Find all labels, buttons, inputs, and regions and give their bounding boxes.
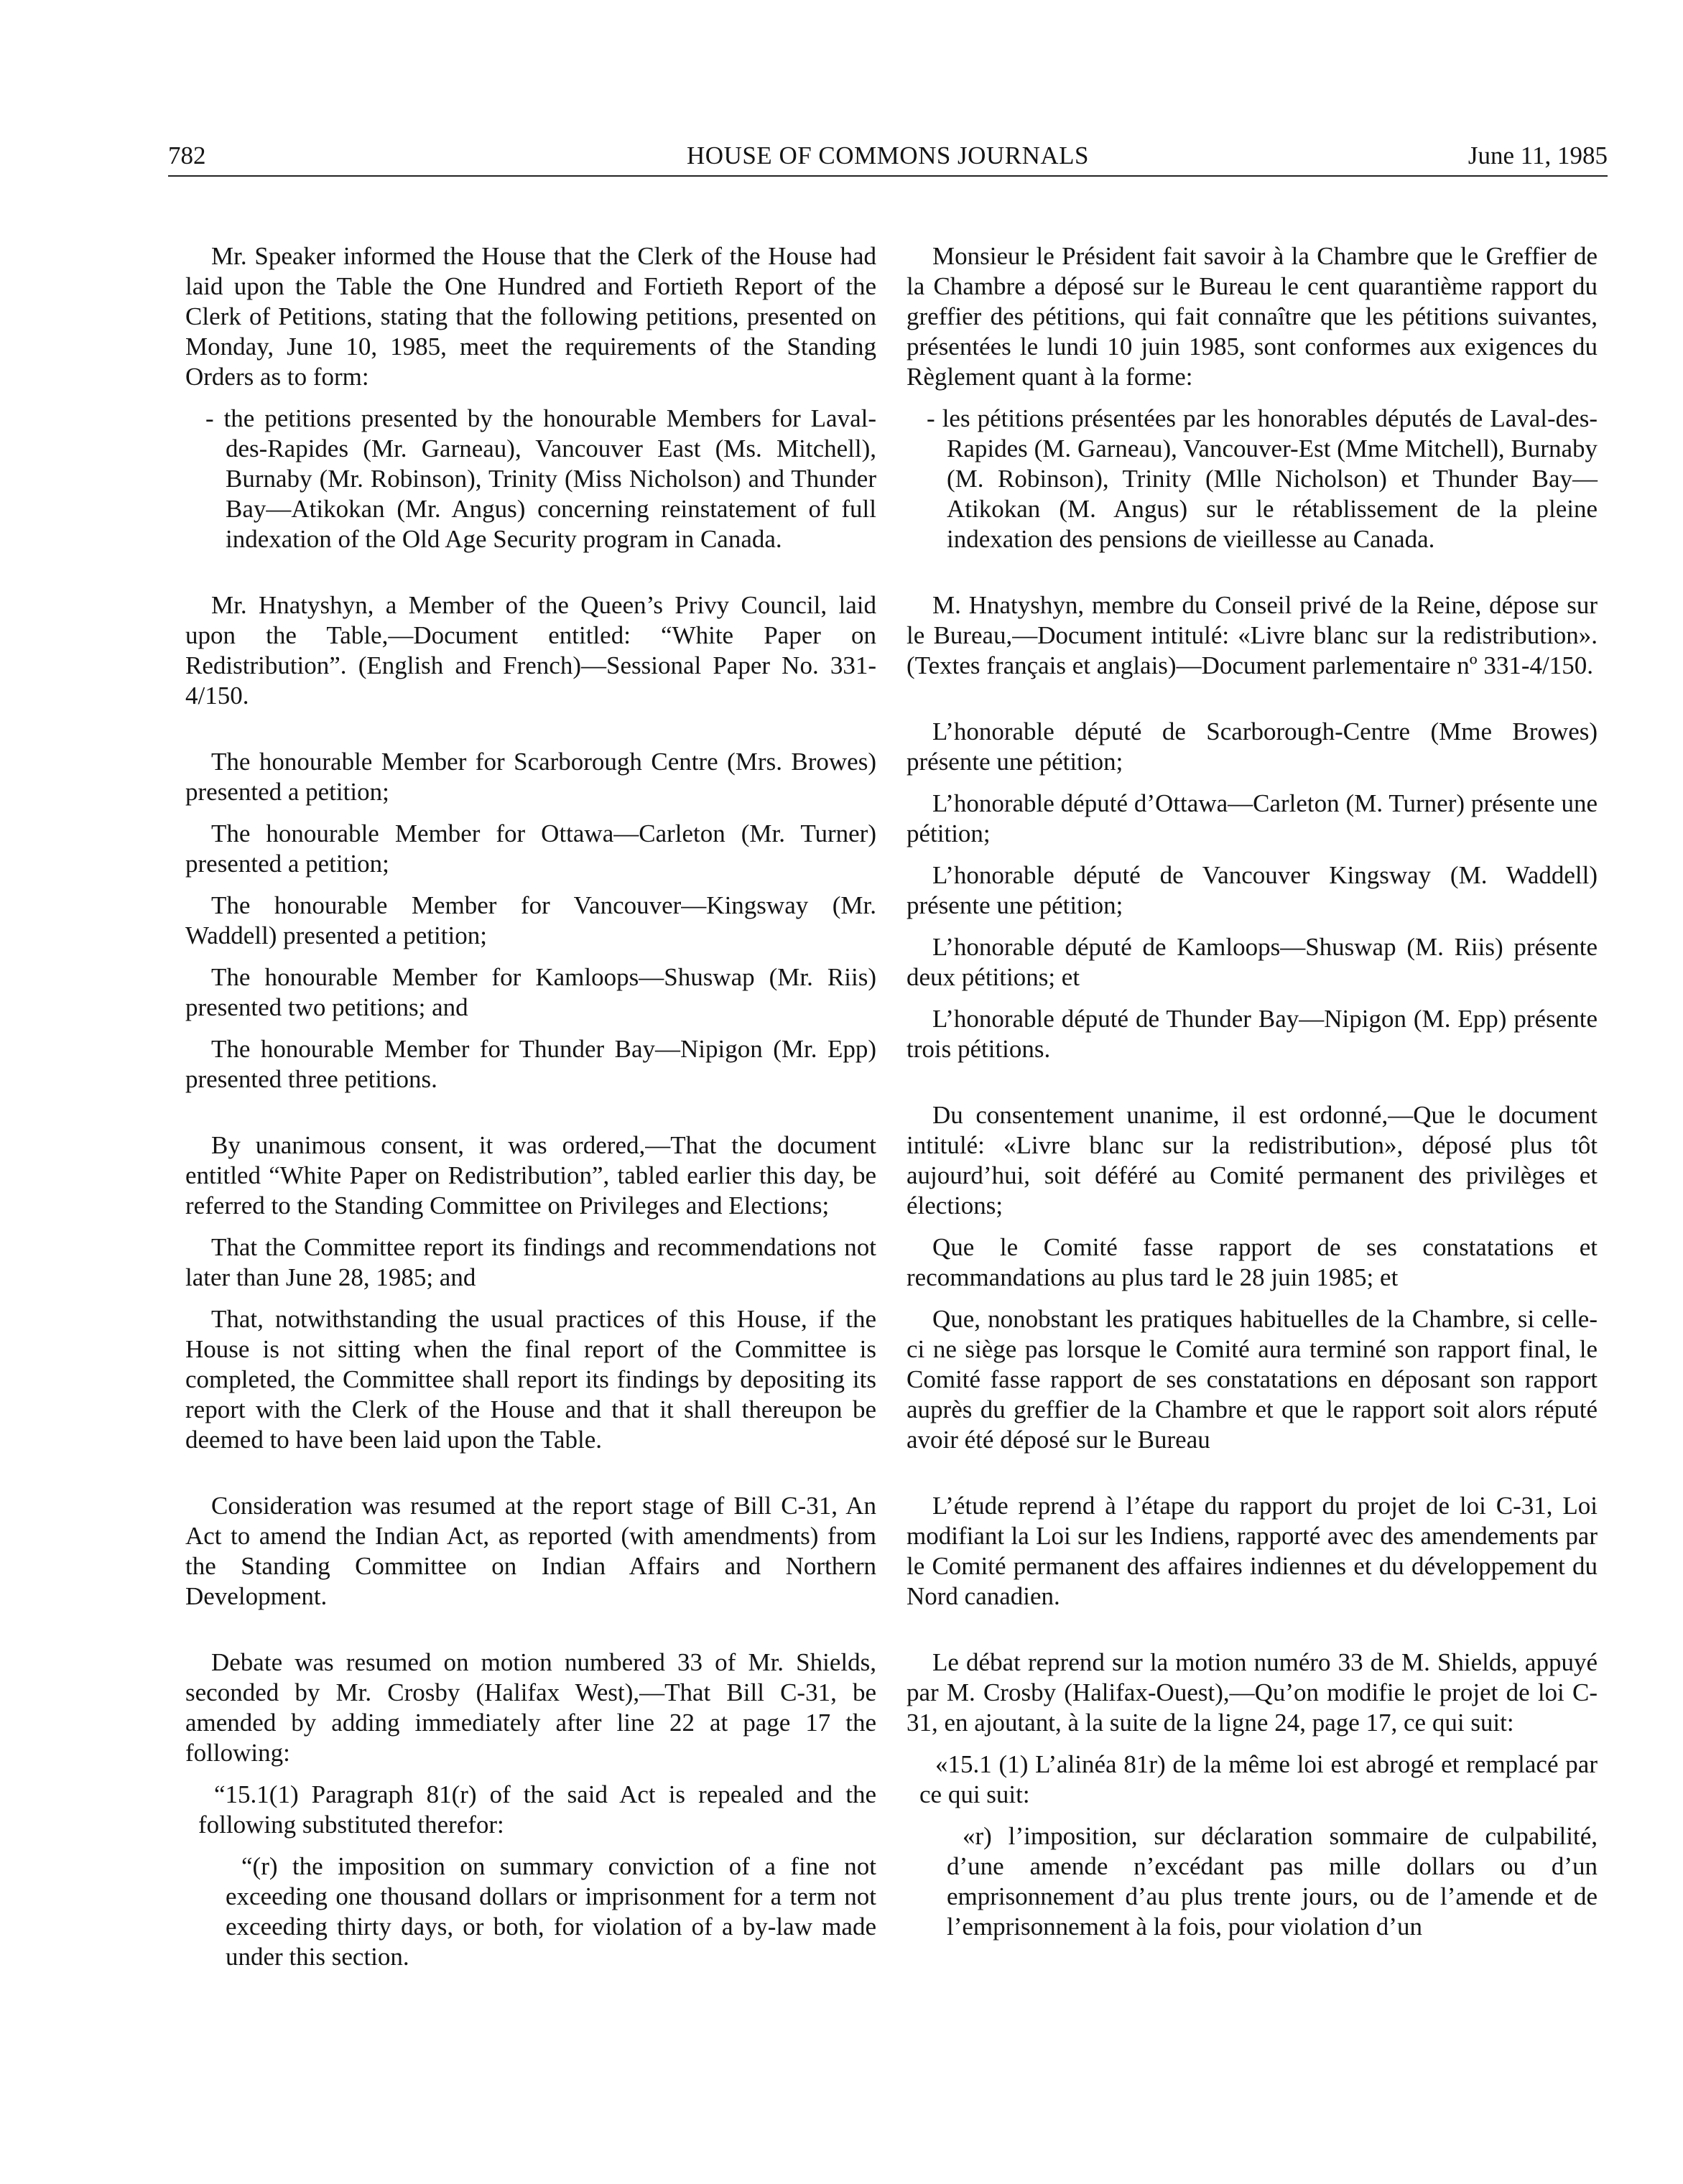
petitions-report-paragraph: Mr. Speaker informed the House that the Clerk of the House had laid upon the Table the One Hundred and Fortieth Report of the Clerk of Petitions, stating that the following petitions, presented on Monday, June 10, 1985, meet the requirements of the Standing Orders as to form: [185,242,876,391]
amendment-quote: “15.1(1) Paragraph 81(r) of the said Act is repealed and the following substituted therefor: [198,1780,876,1839]
debate-paragraph: Le débat reprend sur la motion numéro 33 de M. Shields, appuyé par M. Crosby (Halifax-Ouest),—Qu’on modifie le projet de loi C-31, en ajoutant, à la suite de la ligne 24, page 17, ce qui suit: [907,1648,1598,1737]
petitions-list-item: - les pétitions présentées par les honorables députés de Laval-des-Rapides (M. Garneau), Vancouver-Est (Mme Mitchell), Burnaby (M. Robinson), Trinity (Mlle Nicholson) et Thunder Bay—Atikokan (M. Angus) sur le rétablissement de la pleine indexation des pensions de vieillesse au Canada. [927,404,1598,553]
consent-paragraph: That, notwithstanding the usual practices of this House, if the House is not sitting when the final report of the Committee is completed, the Committee shall report its findings by depositing its report with the Clerk of the House and that it shall thereupon be deemed to have been laid upon the Table. [185,1305,876,1454]
page-header [168,141,1608,177]
consent-paragraph: Que le Comité fasse rapport de ses constatations et recommandations au plus tard le 28 juin 1985; et [907,1233,1598,1291]
petition-paragraph: The honourable Member for Ottawa—Carleton (Mr. Turner) presented a petition; [185,819,876,878]
white-paper-paragraph: M. Hnatyshyn, membre du Conseil privé de la Reine, dépose sur le Bureau,—Document intitulé: «Livre blanc sur la redistribution». (Textes français et anglais)—Document parlementaire nº 331-4/150. [907,591,1598,679]
bill-c31-paragraph: L’étude reprend à l’étape du rapport du projet de loi C-31, Loi modifiant la Loi sur les Indiens, rapporté avec des amendements par le Comité permanent des affaires indiennes et du développement du Nord canadien. [907,1492,1598,1610]
bill-c31-paragraph: Consideration was resumed at the report stage of Bill C-31, An Act to amend the Indian Act, as reported (with amendments) from the Standing Committee on Indian Affairs and Northern Development. [185,1492,876,1610]
petition-paragraph: The honourable Member for Vancouver—Kingsway (Mr. Waddell) presented a petition; [185,891,876,949]
petitions-list-item: - the petitions presented by the honourable Members for Laval-des-Rapides (Mr. Garneau), Vancouver East (Ms. Mitchell), Burnaby (Mr. Robinson), Trinity (Miss Nicholson) and Thunder Bay—Atikokan (Mr. Angus) concerning reinstatement of full indexation of the Old Age Security program in Canada. [205,404,876,553]
debate-paragraph: Debate was resumed on motion numbered 33 of Mr. Shields, seconded by Mr. Crosby (Halifax West),—That Bill C-31, be amended by adding immediately after line 22 at page 17 the following: [185,1648,876,1767]
amendment-quote: «15.1 (1) L’alinéa 81r) de la même loi est abrogé et remplacé par ce qui suit: [919,1750,1598,1808]
french-column [907,241,1598,1942]
consent-paragraph: That the Committee report its findings and recommendations not later than June 28, 1985; and [185,1233,876,1291]
page-number: 782 [168,141,206,169]
english-column [185,241,876,1972]
consent-paragraph: By unanimous consent, it was ordered,—That the document entitled “White Paper on Redistribution”, tabled earlier this day, be referred to the Standing Committee on Privileges and Elections; [185,1131,876,1219]
journal-title: HOUSE OF COMMONS JOURNALS [687,141,1089,169]
amendment-subquote: «r) l’imposition, sur déclaration sommaire de culpabilité, d’une amende n’excédant pas mille dollars ou d’un emprisonnement d’au plus trente jours, ou de l’amende et de l’emprisonnement à la fois, pour violation d’un [947,1822,1598,1941]
consent-paragraph: Que, nonobstant les pratiques habituelles de la Chambre, si celle-ci ne siège pas lorsque le Comité aura terminé son rapport final, le Comité fasse rapport de ses constatations en déposant son rapport auprès du greffier de la Chambre et que le rapport soit alors réputé avoir été déposé sur le Bureau [907,1305,1598,1454]
petition-paragraph: The honourable Member for Kamloops—Shuswap (Mr. Riis) presented two petitions; and [185,963,876,1021]
petition-paragraph: L’honorable député de Scarborough-Centre (Mme Browes) présente une pétition; [907,717,1598,776]
petition-paragraph: L’honorable député de Vancouver Kingsway (M. Waddell) présente une pétition; [907,861,1598,919]
amendment-subquote: “(r) the imposition on summary conviction of a fine not exceeding one thousand dollars or imprisonment for a term not exceeding thirty days, or both, for violation of a by-law made under this section. [226,1852,876,1971]
journal-date: June 11, 1985 [1468,141,1608,169]
white-paper-paragraph: Mr. Hnatyshyn, a Member of the Queen’s Privy Council, laid upon the Table,—Document entitled: “White Paper on Redistribution”. (English and French)—Sessional Paper No. 331-4/150. [185,591,876,710]
petition-paragraph: The honourable Member for Thunder Bay—Nipigon (Mr. Epp) presented three petitions. [185,1035,876,1093]
petition-paragraph: The honourable Member for Scarborough Centre (Mrs. Browes) presented a petition; [185,748,876,806]
petitions-report-paragraph: Monsieur le Président fait savoir à la Chambre que le Greffier de la Chambre a déposé sur le Bureau le cent quarantième rapport du greffier des pétitions, qui fait connaître que les pétitions suivantes, présentées le lundi 10 juin 1985, sont conformes aux exigences du Règlement quant à la forme: [907,242,1598,391]
petition-paragraph: L’honorable député d’Ottawa—Carleton (M. Turner) présente une pétition; [907,789,1598,847]
petition-paragraph: L’honorable député de Kamloops—Shuswap (M. Riis) présente deux pétitions; et [907,933,1598,991]
petition-paragraph: L’honorable député de Thunder Bay—Nipigon (M. Epp) présente trois pétitions. [907,1005,1598,1063]
consent-paragraph: Du consentement unanime, il est ordonné,—Que le document intitulé: «Livre blanc sur la redistribution», déposé plus tôt aujourd’hui, soit déféré au Comité permanent des privilèges et élections; [907,1101,1598,1219]
